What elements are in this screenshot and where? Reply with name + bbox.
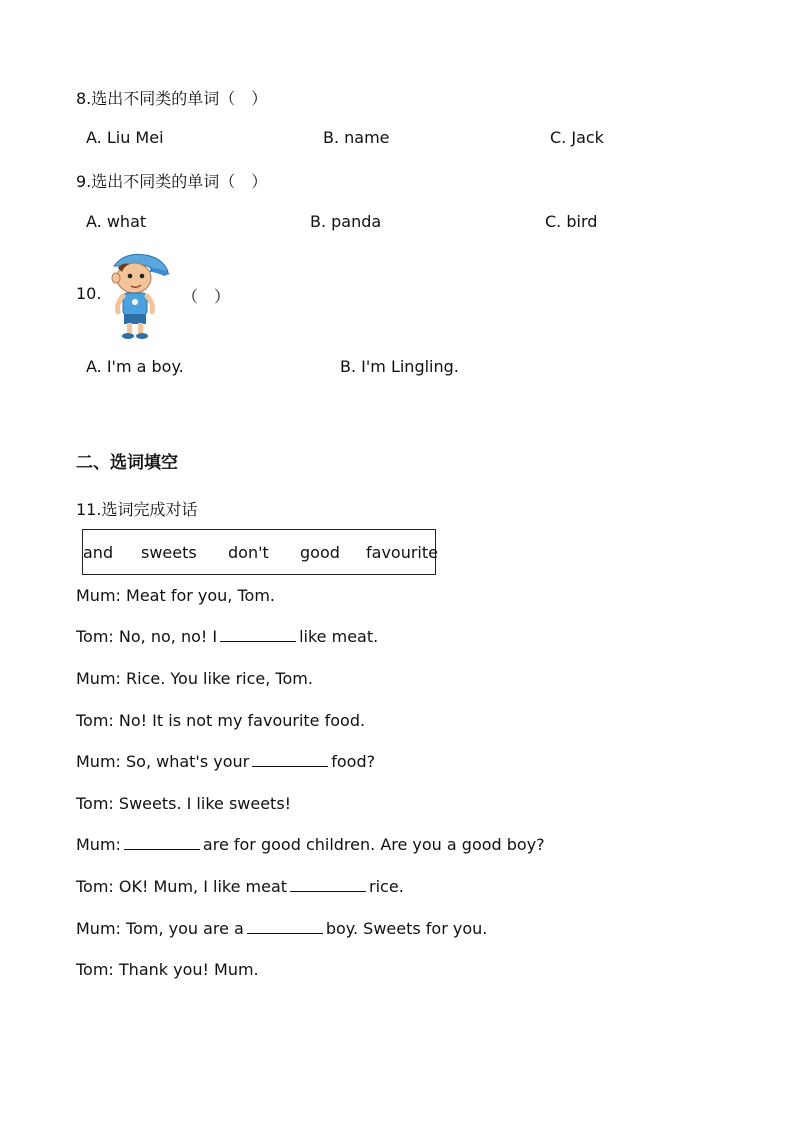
dialogue-line: Tom: Thank you! Mum. (76, 960, 259, 979)
dialogue-line: Mum: Rice. You like rice, Tom. (76, 669, 313, 688)
question-10-number: 10. (76, 284, 102, 303)
q9-option-c[interactable]: C. bird (545, 212, 598, 231)
word-bank-item: don't (228, 543, 269, 562)
answer-blank[interactable] (290, 877, 366, 892)
dialogue-line: Tom: No, no, no! I like meat. (76, 627, 379, 646)
q9-option-a[interactable]: A. what (86, 212, 147, 231)
section-2-title: 二、选词填空 (76, 453, 178, 473)
question-8-label: 8.选出不同类的单词（ ） (76, 89, 268, 108)
answer-blank[interactable] (124, 835, 200, 850)
question-11-label: 11.选词完成对话 (76, 500, 198, 519)
question-9-label: 9.选出不同类的单词（ ） (76, 172, 268, 191)
word-bank-item: sweets (141, 543, 197, 562)
dialogue-line: Mum: So, what's your food? (76, 752, 376, 771)
question-10-paren: （ ） (182, 287, 231, 306)
q8-option-c[interactable]: C. Jack (550, 128, 604, 147)
dialogue-line: Tom: Sweets. I like sweets! (76, 794, 292, 813)
answer-blank[interactable] (220, 627, 296, 642)
q10-option-b[interactable]: B. I'm Lingling. (340, 357, 459, 376)
word-bank (82, 529, 436, 575)
word-bank-item: favourite (366, 543, 438, 562)
dialogue-line: Tom: No! It is not my favourite food. (76, 711, 366, 730)
q9-option-b[interactable]: B. panda (310, 212, 382, 231)
q8-option-b[interactable]: B. name (323, 128, 390, 147)
dialogue-line: Mum: Meat for you, Tom. (76, 586, 275, 605)
word-bank-item: good (300, 543, 340, 562)
dialogue-line: Tom: OK! Mum, I like meat rice. (76, 877, 404, 896)
dialogue-line: Mum: Tom, you are a boy. Sweets for you. (76, 919, 488, 938)
answer-blank[interactable] (247, 919, 323, 934)
word-bank-item: and (83, 543, 114, 562)
q10-option-a[interactable]: A. I'm a boy. (86, 357, 184, 376)
dialogue-line: Mum: are for good children. Are you a good boy? (76, 835, 545, 854)
boy-picture (104, 248, 172, 342)
answer-blank[interactable] (252, 752, 328, 767)
q8-option-a[interactable]: A. Liu Mei (86, 128, 164, 147)
